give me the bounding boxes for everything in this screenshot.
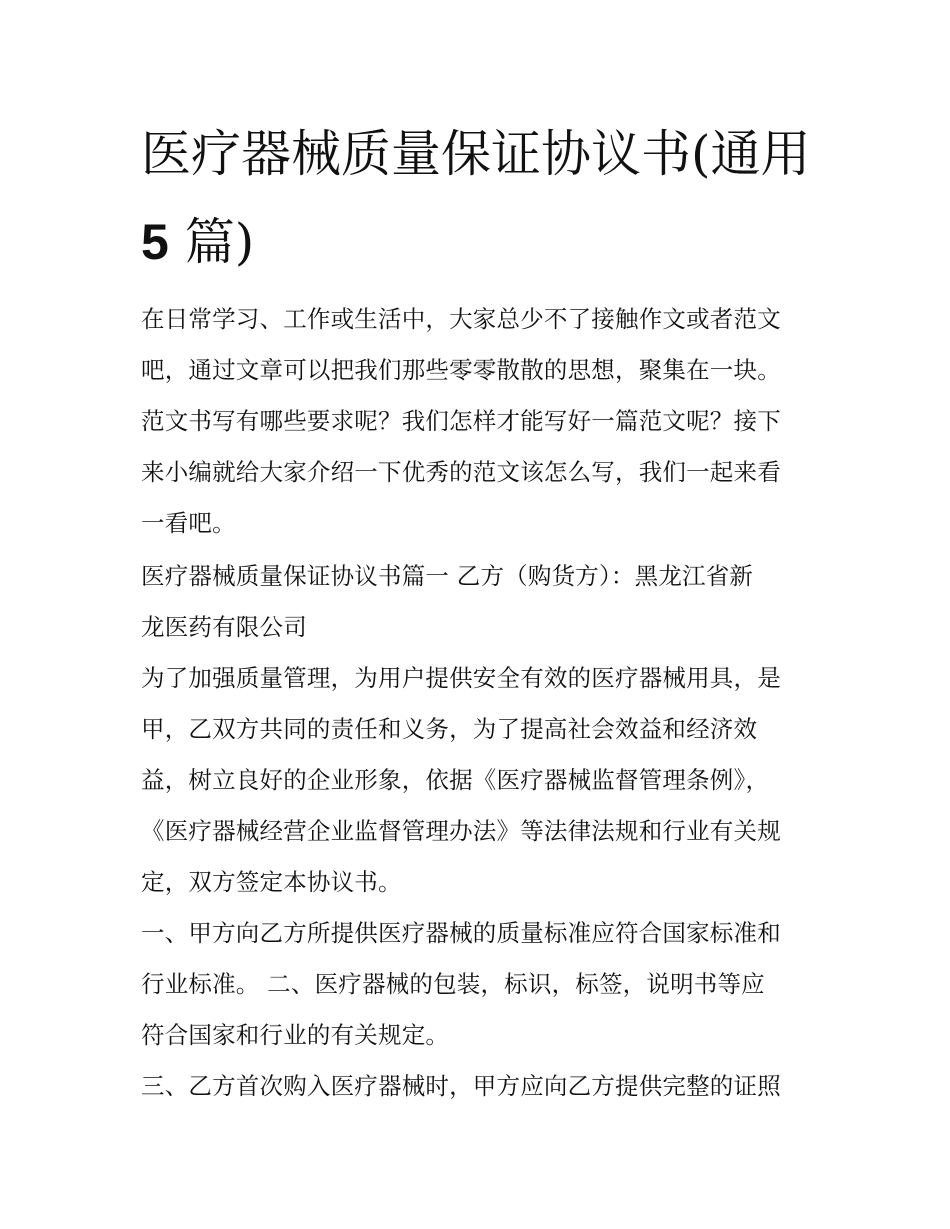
- text-line: 《医疗器械经营企业监督管理办法》等法律法规和行业有关规: [141, 817, 781, 845]
- title-line-2: 篇): [168, 213, 255, 271]
- text-line: 龙医药有限公司: [141, 613, 307, 641]
- section-heading-paragraph: [141, 551, 813, 653]
- text-line: 甲，乙双方共同的责任和义务，为了提高社会效益和经济效: [141, 715, 758, 743]
- text-line: 为了加强质量管理，为用户提供安全有效的医疗器械用具，是: [141, 664, 781, 692]
- title-number: 5: [141, 214, 169, 270]
- text-line: 来小编就给大家介绍一下优秀的范文该怎么写，我们一起来看: [141, 458, 781, 486]
- title-line-1: 医疗器械质量保证协议书(通用: [141, 125, 811, 183]
- text-line: 益，树立良好的企业形象，依据《医疗器械监督管理条例》，: [141, 766, 770, 794]
- text-line: 三、乙方首次购入医疗器械时，甲方应向乙方提供完整的证照: [141, 1072, 781, 1100]
- document-title: [141, 110, 813, 286]
- body-paragraph-2: [141, 908, 813, 1061]
- text-line: 一看吧。: [141, 509, 236, 537]
- text-line: 定，双方签定本协议书。: [141, 868, 402, 896]
- text-line: 在日常学习、工作或生活中，大家总少不了接触作文或者范文: [141, 305, 781, 333]
- text-line: 符合国家和行业的有关规定。: [141, 1021, 450, 1049]
- intro-paragraph: [141, 294, 813, 549]
- text-line: 吧，通过文章可以把我们那些零零散散的思想，聚集在一块。: [141, 356, 781, 384]
- text-line: 行业标准。 二、医疗器械的包装，标识，标签，说明书等应: [141, 970, 765, 998]
- text-line: 一、甲方向乙方所提供医疗器械的质量标准应符合国家标准和: [141, 919, 781, 947]
- body-paragraph-3: [141, 1061, 813, 1112]
- text-line: 范文书写有哪些要求呢？我们怎样才能写好一篇范文呢？接下: [141, 407, 781, 435]
- body-paragraph-1: [141, 653, 813, 908]
- text-line: 医疗器械质量保证协议书篇一 乙方（购货方）：黑龙江省新: [141, 562, 754, 590]
- document-page: [141, 110, 813, 1112]
